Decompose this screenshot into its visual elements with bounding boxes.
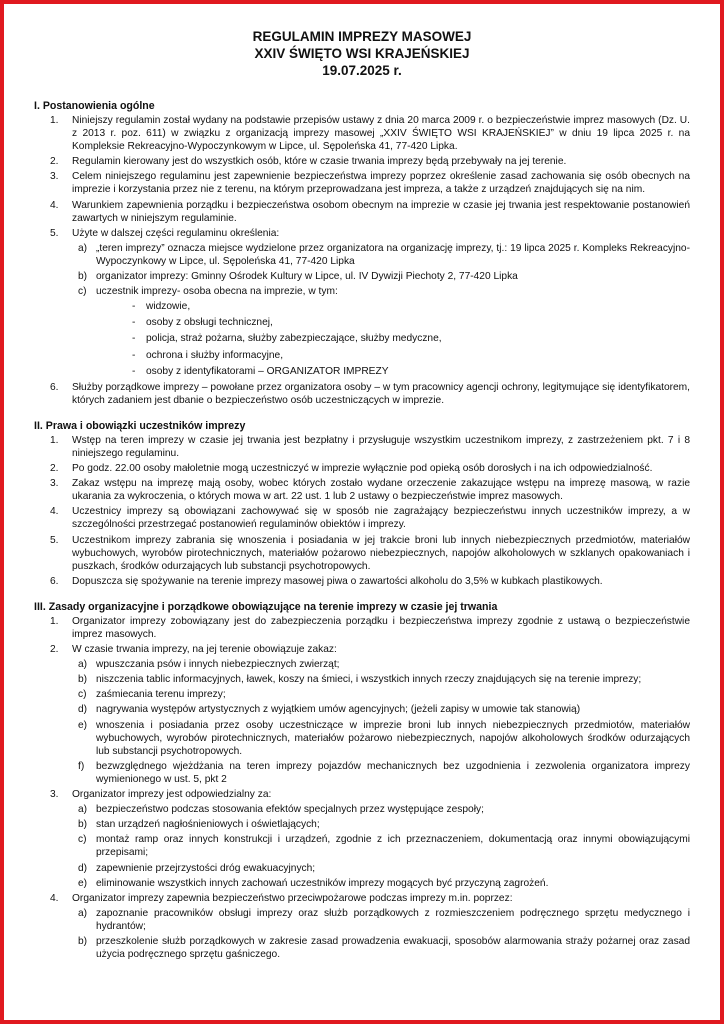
dash-item-text: osoby z identyfikatorami – ORGANIZATOR IMPREZY <box>146 365 389 377</box>
title-date: 19.07.2025 r. <box>322 63 402 78</box>
sub-item-list <box>72 242 690 378</box>
section-item-list <box>34 114 690 407</box>
sub-list-item <box>72 719 690 758</box>
sub-list-item <box>72 803 690 816</box>
sub-item-letter: e) <box>78 877 88 889</box>
sub-item-letter: d) <box>78 862 88 874</box>
item-number: 2. <box>50 644 59 656</box>
item-text: Niniejszy regulamin został wydany na podstawie przepisów ustawy z dnia 20 marca 2009 r. o bezpieczeństwie imprez masowych (Dz. U. z 2013 r. poz. 611) w związku z organizacją imprezy masowej „XXIV ŚWIĘTO WSI KRAJEŃSKIEJ” w dniu 19 lipca 2025 r. na Kompleksie Rekreacyjno-Wypoczynkowym w Lipce, ul. Sępoleńska 41, 77-420 Lipka. <box>72 115 690 153</box>
list-item <box>34 155 690 168</box>
sub-item-text: bezpieczeństwo podczas stosowania efektów specjalnych przez występujące zespoły; <box>96 804 484 816</box>
item-text: Użyte w dalszej części regulaminu określenia: <box>72 227 280 239</box>
list-item <box>34 170 690 196</box>
item-text: Uczestnicy imprezy są obowiązani zachowywać się w sposób nie zagrażający bezpieczeństwu innych uczestników imprezy, a w szczególności przestrzegać postanowień regulaminów obiektów i imprezy. <box>72 506 690 531</box>
sub-item-list <box>72 907 690 961</box>
document-body <box>34 99 690 961</box>
dash-bullet: - <box>132 365 136 377</box>
sub-item-letter: a) <box>78 242 88 254</box>
dash-item-text: widzowie, <box>146 301 191 313</box>
sub-item-text: zapoznanie pracowników obsługi imprezy oraz służb porządkowych z rozmieszczeniem podręcznego sprzętu medycznego i hydrantów; <box>96 907 690 932</box>
section-3 <box>34 600 690 961</box>
sub-list-item <box>72 285 690 378</box>
sub-item-letter: b) <box>78 935 88 947</box>
item-number: 1. <box>50 115 59 126</box>
item-text: Po godz. 22.00 osoby małoletnie mogą uczestniczyć w imprezie wyłącznie pod opieką osób dorosłych i na ich odpowiedzialność. <box>72 463 653 475</box>
sub-item-letter: e) <box>78 719 88 731</box>
document-title <box>34 28 690 79</box>
item-number: 5. <box>50 227 59 239</box>
sub-item-letter: b) <box>78 271 88 283</box>
sub-item-letter: f) <box>78 760 85 772</box>
list-item <box>34 575 690 588</box>
list-item <box>34 434 690 460</box>
section-item-list <box>34 615 690 961</box>
sub-item-text: niszczenia tablic informacyjnych, ławek, koszy na śmieci, i wszystkich innych rzeczy znajdujących się na terenie imprezy; <box>96 674 642 686</box>
sub-list-item <box>72 877 690 890</box>
sub-item-list <box>72 803 690 890</box>
list-item <box>34 788 690 890</box>
item-number: 3. <box>50 478 59 490</box>
title-line-1: REGULAMIN IMPREZY MASOWEJ <box>252 29 472 44</box>
section-item-list <box>34 434 690 588</box>
sub-item-text: stan urządzeń nagłośnieniowych i oświetlających; <box>96 819 320 831</box>
item-number: 6. <box>50 575 59 587</box>
item-text: Regulamin kierowany jest do wszystkich osób, które w czasie trwania imprezy będą przebywały na jej terenie. <box>72 156 567 168</box>
item-number: 1. <box>50 434 59 446</box>
sub-item-text: zapewnienie przejrzystości dróg ewakuacyjnych; <box>96 862 316 874</box>
sub-item-text: wpuszczania psów i innych niebezpiecznych zwierząt; <box>96 659 340 671</box>
sub-item-text: organizator imprezy: Gminny Ośrodek Kultury w Lipce, ul. IV Dywizji Piechoty 2, 77-420 Lipka <box>96 271 518 283</box>
section-heading: I. Postanowienia ogólne <box>34 100 155 112</box>
sub-list-item <box>72 760 690 786</box>
item-number: 2. <box>50 156 59 168</box>
item-number: 3. <box>50 171 59 183</box>
item-text: Warunkiem zapewnienia porządku i bezpieczeństwa osobom obecnym na imprezie w czasie jej trwania jest respektowanie postanowień zawartych w niniejszym regulaminie. <box>72 199 690 224</box>
item-text: Służby porządkowe imprezy – powołane przez organizatora osoby – w tym pracownicy agencji ochrony, legitymujące się identyfikatorem, których zadaniem jest dbanie o bezpieczeństwo osób uczestniczących w imprezie. <box>72 381 690 406</box>
sub-item-letter: d) <box>78 704 88 716</box>
section-2 <box>34 419 690 588</box>
dash-item-text: osoby z obsługi technicznej, <box>146 317 273 329</box>
sub-item-letter: a) <box>78 907 88 919</box>
sub-item-letter: c) <box>78 286 87 298</box>
sub-list-item <box>72 703 690 716</box>
sub-list-item <box>72 862 690 875</box>
item-number: 4. <box>50 506 59 518</box>
item-text: Celem niniejszego regulaminu jest zapewnienie bezpieczeństwa imprezy poprzez określenie zasad zachowania się osób obecnych na imprezie i korzystania przez nie z terenu, na którym przeprowadzana jest impreza, a także z urządzeń znajdujących się na nim. <box>72 171 690 196</box>
item-text: Organizator imprezy jest odpowiedzialny za: <box>72 789 272 801</box>
dash-bullet: - <box>132 333 136 345</box>
dash-list-item <box>116 365 690 378</box>
sub-item-text: „teren imprezy” oznacza miejsce wydzielone przez organizatora na organizację imprezy, tj.: 19 lipca 2025 r. Kompleks Rekreacyjno-Wypoczynkowy w Lipce, ul. Sępoleńska 41, 77-420 Lipka <box>96 242 690 267</box>
list-item <box>34 199 690 225</box>
item-text: Wstęp na teren imprezy w czasie jej trwania jest bezpłatny i przysługuje wszystkim uczestnikom imprezy, z zastrzeżeniem pkt. 7 i 8 niniejszego regulaminu. <box>72 434 690 459</box>
item-text: W czasie trwania imprezy, na jej terenie obowiązuje zakaz: <box>72 644 337 656</box>
sub-list-item <box>72 935 690 961</box>
section-1 <box>34 99 690 407</box>
sub-item-letter: c) <box>78 834 87 846</box>
list-item <box>34 615 690 641</box>
item-number: 2. <box>50 463 59 475</box>
sub-list-item <box>72 833 690 859</box>
sub-item-letter: a) <box>78 659 88 671</box>
item-text: Dopuszcza się spożywanie na terenie imprezy masowej piwa o zawartości alkoholu do 3,5% w kubkach plastikowych. <box>72 575 603 587</box>
sub-item-text: uczestnik imprezy- osoba obecna na imprezie, w tym: <box>96 286 338 298</box>
list-item <box>34 462 690 475</box>
sub-item-text: zaśmiecania terenu imprezy; <box>96 689 226 701</box>
sub-list-item <box>72 658 690 671</box>
list-item <box>34 381 690 407</box>
sub-list-item <box>72 673 690 686</box>
item-text: Organizator imprezy zobowiązany jest do zabezpieczenia porządku i bezpieczeństwa imprezy zgodnie z ustawą o bezpieczeństwie imprez masowych. <box>72 615 690 640</box>
dash-list <box>116 300 690 377</box>
sub-list-item <box>72 242 690 268</box>
dash-bullet: - <box>132 317 136 329</box>
item-text: Organizator imprezy zapewnia bezpieczeństwo przeciwpożarowe podczas imprezy m.in. poprzez: <box>72 892 513 904</box>
list-item <box>34 505 690 531</box>
dash-list-item <box>116 316 690 329</box>
list-item <box>34 643 690 786</box>
sub-list-item <box>72 270 690 283</box>
list-item <box>34 534 690 573</box>
sub-item-text: eliminowanie wszystkich innych zachowań uczestników imprezy mogących być przyczyną zagrożeń. <box>96 877 549 889</box>
sub-item-letter: c) <box>78 689 87 701</box>
sub-item-text: bezwzględnego wjeżdżania na teren imprezy pojazdów mechanicznych bez uzgodnienia i zezwolenia organizatora imprezy wymienionego w ust. 5, pkt 2 <box>96 760 690 785</box>
dash-bullet: - <box>132 301 136 313</box>
sub-list-item <box>72 818 690 831</box>
item-text: Uczestnikom imprezy zabrania się wnoszenia i posiadania w jej trakcie broni lub innych niebezpiecznych przedmiotów, materiałów wybuchowych, wyrobów pirotechnicznych, materiałów pożarowo niebezpiecznych, napojów alkoholowych w szklanych opakowaniach i puszkach, środków odurzających lub substancji psychotropowych. <box>72 534 690 572</box>
dash-item-text: ochrona i służby informacyjne, <box>146 349 284 361</box>
item-number: 4. <box>50 892 59 904</box>
sub-item-text: wnoszenia i posiadania przez osoby uczestniczące w imprezie broni lub innych niebezpiecznych przedmiotów, materiałów wybuchowych, wyrobów pirotechnicznych, materiałów pożarowo niebezpiecznych, napojów alkoholowych środków odurzających lub substancji psychotropowych. <box>96 719 690 757</box>
list-item <box>34 227 690 378</box>
item-number: 6. <box>50 381 59 393</box>
list-item <box>34 114 690 153</box>
sub-item-text: montaż ramp oraz innych konstrukcji i urządzeń, zgodnie z ich przeznaczeniem, dokumentacją oraz innymi obowiązującymi przepisami; <box>96 834 690 859</box>
title-line-2: XXIV ŚWIĘTO WSI KRAJEŃSKIEJ <box>254 46 470 61</box>
item-number: 5. <box>50 534 59 546</box>
section-heading: II. Prawa i obowiązki uczestników imprezy <box>34 419 246 432</box>
section-heading: III. Zasady organizacyjne i porządkowe obowiązujące na terenie imprezy w czasie jej trwania <box>34 600 498 613</box>
sub-item-text: przeszkolenie służb porządkowych w zakresie zasad prowadzenia ewakuacji, sposobów alarmowania straży pożarnej oraz zasad użycia podręcznego sprzętu gaśniczego. <box>96 935 690 961</box>
list-item <box>34 892 690 961</box>
sub-list-item <box>72 907 690 933</box>
sub-item-letter: b) <box>78 674 88 686</box>
item-number: 1. <box>50 615 59 627</box>
dash-bullet: - <box>132 349 136 361</box>
dash-list-item <box>116 300 690 313</box>
item-text: Zakaz wstępu na imprezę mają osoby, wobec których zostało wydane orzeczenie zakazujące wstępu na imprezę masową, w razie ukarania za wykroczenia, o których mowa w art. 22 ust. 1 lub 2 ustawy o bezpieczeństwie imprez masowych. <box>72 478 690 503</box>
dash-item-text: policja, straż pożarna, służby zabezpieczające, służby medyczne, <box>146 333 442 345</box>
sub-item-letter: b) <box>78 819 88 831</box>
sub-list-item <box>72 688 690 701</box>
sub-item-text: nagrywania występów artystycznych z wyjątkiem umów agencyjnych; (jeżeli zapisy w umowie tak stanowią) <box>96 704 581 716</box>
sub-item-letter: a) <box>78 804 88 816</box>
list-item <box>34 477 690 503</box>
item-number: 3. <box>50 789 59 801</box>
sub-item-list <box>72 658 690 786</box>
dash-list-item <box>116 349 690 362</box>
dash-list-item <box>116 332 690 345</box>
item-number: 4. <box>50 199 59 211</box>
